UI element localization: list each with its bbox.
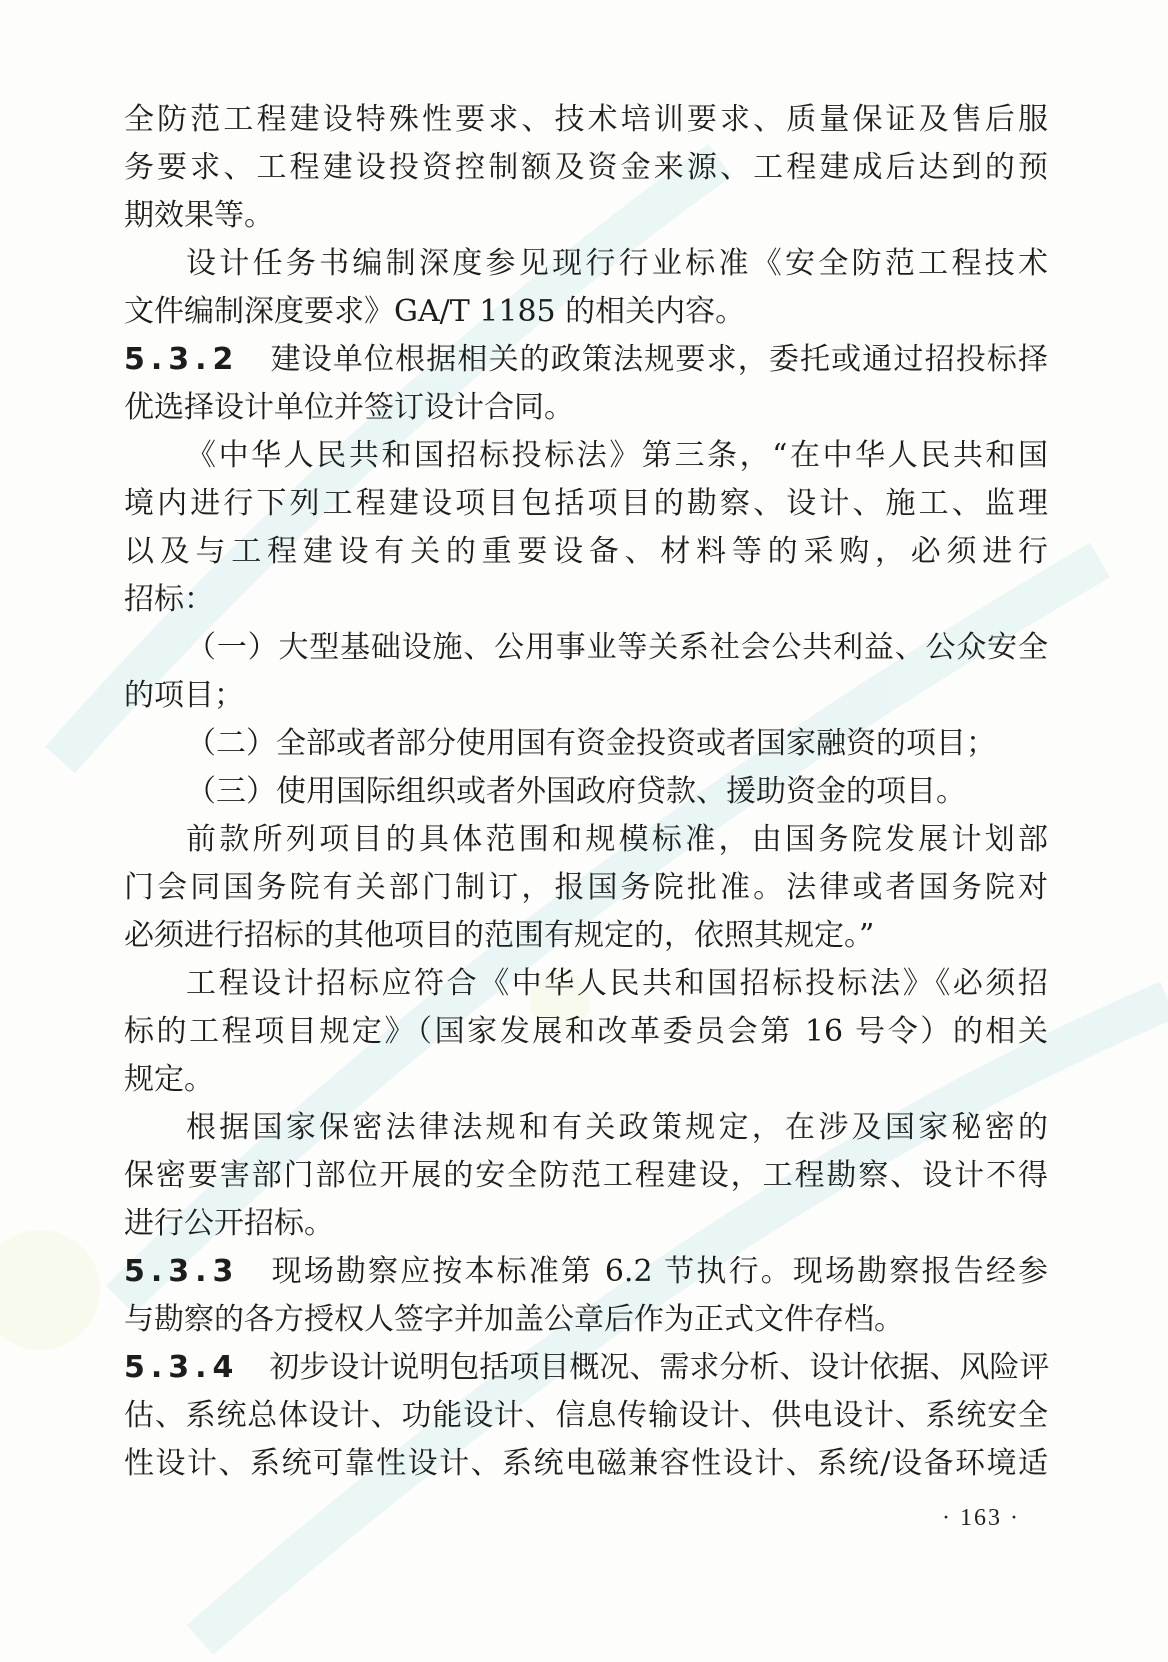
- text-line: 的项目；: [124, 678, 244, 713]
- text-line: 标的工程项目规定》（国家发展和改革委员会第 16 号令）的相关: [124, 1014, 1048, 1049]
- clause-number: 5.3.2: [124, 342, 240, 377]
- text-line: 必须进行招标的其他项目的范围有规定的，依照其规定。”: [124, 918, 875, 953]
- text-line: 保密要害部门部位开展的安全防范工程建设，工程勘察、设计不得: [124, 1158, 1048, 1193]
- text-span: 现场勘察应按本标准第 6.2 节执行。现场勘察报告经参: [269, 1254, 1048, 1289]
- clause-number: 5.3.3: [124, 1254, 240, 1289]
- clause-line: [124, 1248, 1048, 1296]
- text-line: 进行公开招标。: [124, 1206, 334, 1241]
- clause-line: [124, 336, 1048, 384]
- text-line: 优选择设计单位并签订设计合同。: [124, 390, 574, 425]
- document-body: [124, 96, 1048, 1488]
- text-line: （三）使用国际组织或者外国政府贷款、援助资金的项目。: [186, 774, 966, 809]
- text-span: 建设单位根据相关的政策法规要求，委托或通过招投标择: [269, 342, 1048, 377]
- text-line: 估、系统总体设计、功能设计、信息传输设计、供电设计、系统安全: [124, 1398, 1048, 1433]
- text-line: 务要求、工程建设投资控制额及资金来源、工程建成后达到的预: [124, 150, 1048, 185]
- text-line: 境内进行下列工程建设项目包括项目的勘察、设计、施工、监理: [124, 486, 1048, 521]
- clause-number: 5.3.4: [124, 1350, 240, 1385]
- page-number: · 163 ·: [942, 1505, 1020, 1531]
- text-span: 初步设计说明包括项目概况、需求分析、设计依据、风险评: [269, 1350, 1050, 1385]
- text-line: （二）全部或者部分使用国有资金投资或者国家融资的项目；: [186, 726, 996, 761]
- text-line: （一）大型基础设施、公用事业等关系社会公共利益、公众安全: [186, 630, 1048, 665]
- text-line: 根据国家保密法律法规和有关政策规定，在涉及国家秘密的: [186, 1110, 1048, 1145]
- text-line: 设计任务书编制深度参见现行行业标准《安全防范工程技术: [186, 246, 1048, 281]
- text-line: 全防范工程建设特殊性要求、技术培训要求、质量保证及售后服: [124, 102, 1048, 137]
- text-line: 工程设计招标应符合《中华人民共和国招标投标法》《必须招: [186, 966, 1048, 1001]
- text-line: 与勘察的各方授权人签字并加盖公章后作为正式文件存档。: [124, 1302, 904, 1337]
- text-line: 规定。: [124, 1062, 214, 1097]
- text-line: 招标：: [124, 582, 214, 617]
- text-line: 前款所列项目的具体范围和规模标准，由国务院发展计划部: [186, 822, 1048, 857]
- text-line: 期效果等。: [124, 198, 274, 233]
- text-line: 门会同国务院有关部门制订，报国务院批准。法律或者国务院对: [124, 870, 1048, 905]
- text-line: 性设计、系统可靠性设计、系统电磁兼容性设计、系统/设备环境适: [124, 1446, 1048, 1481]
- text-line: 《中华人民共和国招标投标法》第三条，“在中华人民共和国: [186, 438, 1048, 473]
- text-line: 以及与工程建设有关的重要设备、材料等的采购，必须进行: [124, 534, 1048, 569]
- clause-line: [124, 1344, 1048, 1392]
- text-line: 文件编制深度要求》GA/T 1185 的相关内容。: [124, 294, 746, 329]
